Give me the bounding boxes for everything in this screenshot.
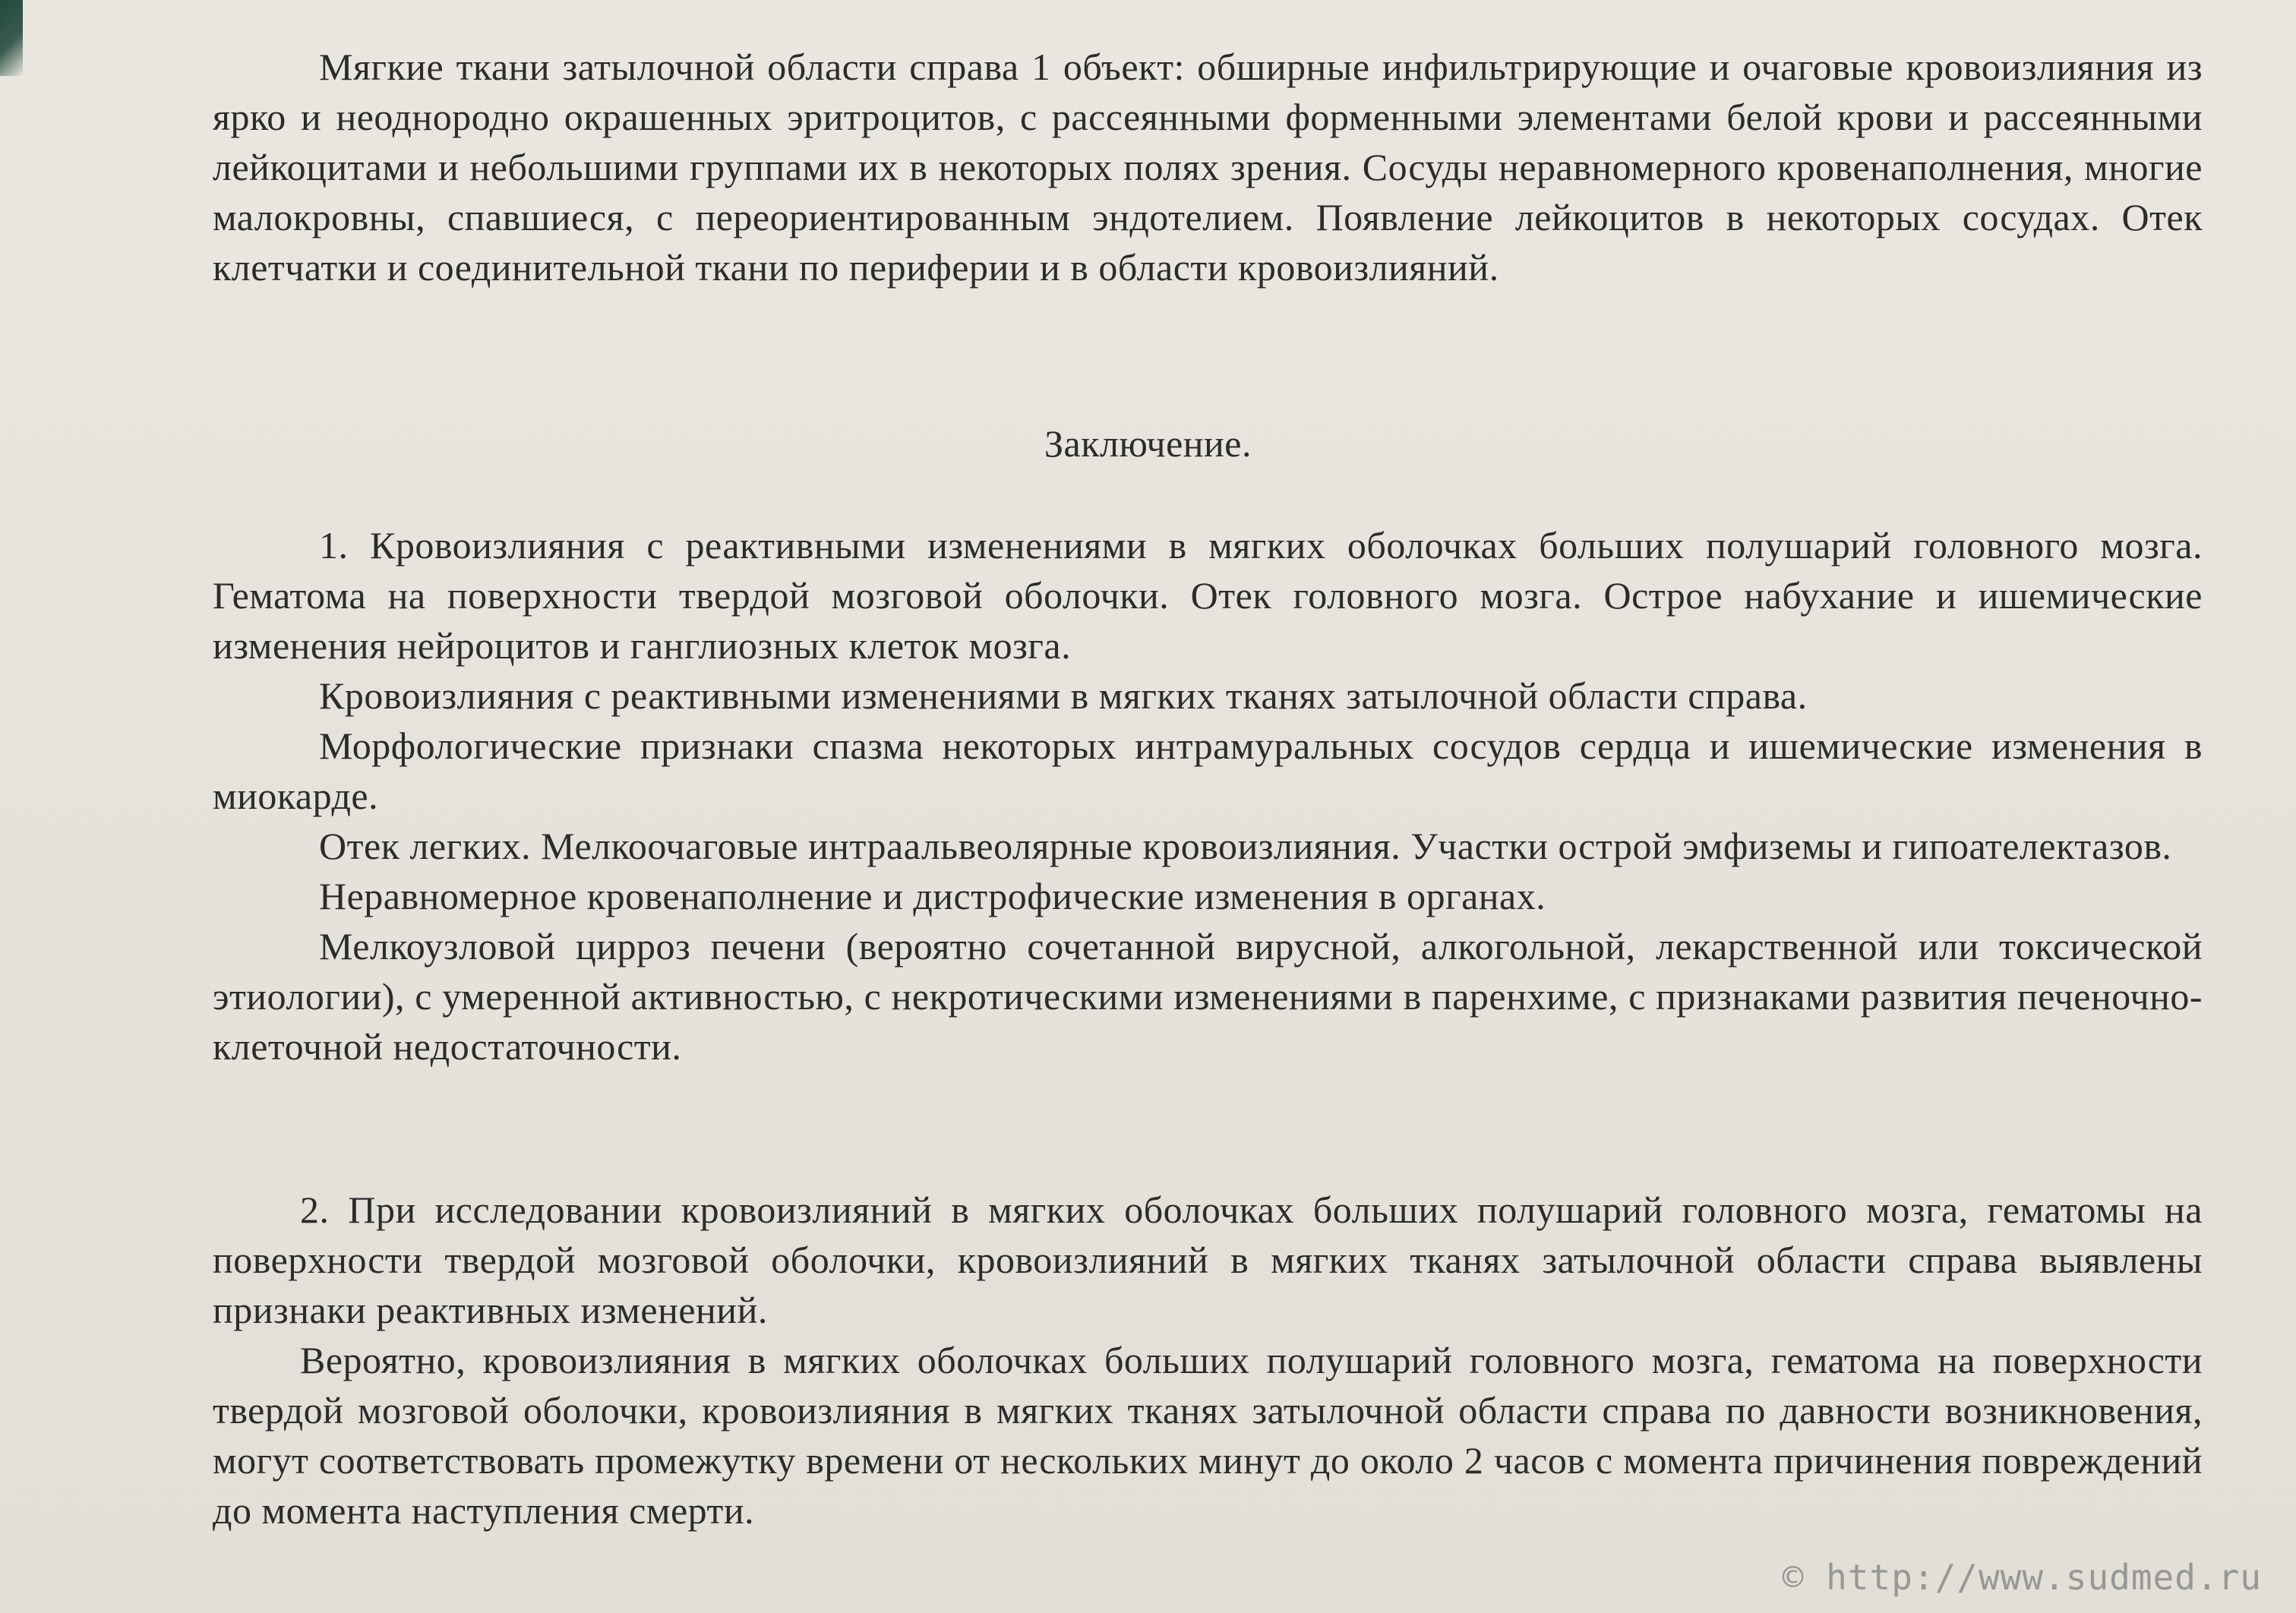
page-edge-shadow — [0, 0, 23, 76]
section-2-item-2: Вероятно, кровоизлияния в мягких оболочках больших полушарий головного мозга, гематома на поверхности твердой мозговой оболочки, кровоизлияния в мягких тканях затылочной области справа по давности возникновения, могут соответствовать промежутку времени от нескольких минут до около 2 часов с момента причинения повреждений до момента наступления смерти. — [213, 1339, 2203, 1532]
conclusion-item-2: Кровоизлияния с реактивными изменениями в мягких тканях затылочной области справа. — [319, 674, 1808, 717]
conclusion-item-4: Отек легких. Мелкоочаговые интраальвеолярные кровоизлияния. Участки острой эмфиземы и гипоателектазов. — [319, 825, 2172, 867]
section-2-block — [213, 1185, 2203, 1536]
conclusion-heading: Заключение. — [1044, 422, 1252, 465]
watermark: © http://www.sudmed.ru — [1782, 1557, 2262, 1598]
intro-block — [213, 42, 2203, 292]
conclusion-item-6: Мелкоузловой цирроз печени (вероятно сочетанной вирусной, алкогольной, лекарственной или токсической этиологии), с умеренной активностью, с некротическими изменениями в паренхиме, с признаками развития печеночно-клеточной недостаточности. — [213, 925, 2203, 1068]
conclusion-item-3: Морфологические признаки спазма некоторых интрамуральных сосудов сердца и ишемические изменения в миокарде. — [213, 724, 2203, 817]
section-2-item-1: 2. При исследовании кровоизлияний в мягких оболочках больших полушарий головного мозга, гематомы на поверхности твердой мозговой оболочки, кровоизлияний в мягких тканях затылочной области справа выявлены признаки реактивных изменений. — [213, 1188, 2203, 1331]
intro-paragraph: Мягкие ткани затылочной области справа 1 объект: обширные инфильтрирующие и очаговые кровоизлияния из ярко и неоднородно окрашенных эритроцитов, с рассеянными форменными элементами белой крови и рассеянными лейкоцитами и небольшими группами их в некоторых полях зрения. Сосуды неравномерного кровенаполнения, многие малокровны, спавшиеся, с переориентированным эндотелием. Появление лейкоцитов в некоторых сосудах. Отек клетчатки и соединительной ткани по периферии и в области кровоизлияний. — [213, 46, 2203, 289]
conclusion-block — [213, 520, 2203, 1072]
conclusion-item-5: Неравномерное кровенаполнение и дистрофические изменения в органах. — [319, 875, 1546, 917]
conclusion-item-1: 1. Кровоизлияния с реактивными изменениями в мягких оболочках больших полушарий головного мозга. Гематома на поверхности твердой мозговой оболочки. Отек головного мозга. Острое набухание и ишемические изменения нейроцитов и ганглиозных клеток мозга. — [213, 524, 2203, 667]
